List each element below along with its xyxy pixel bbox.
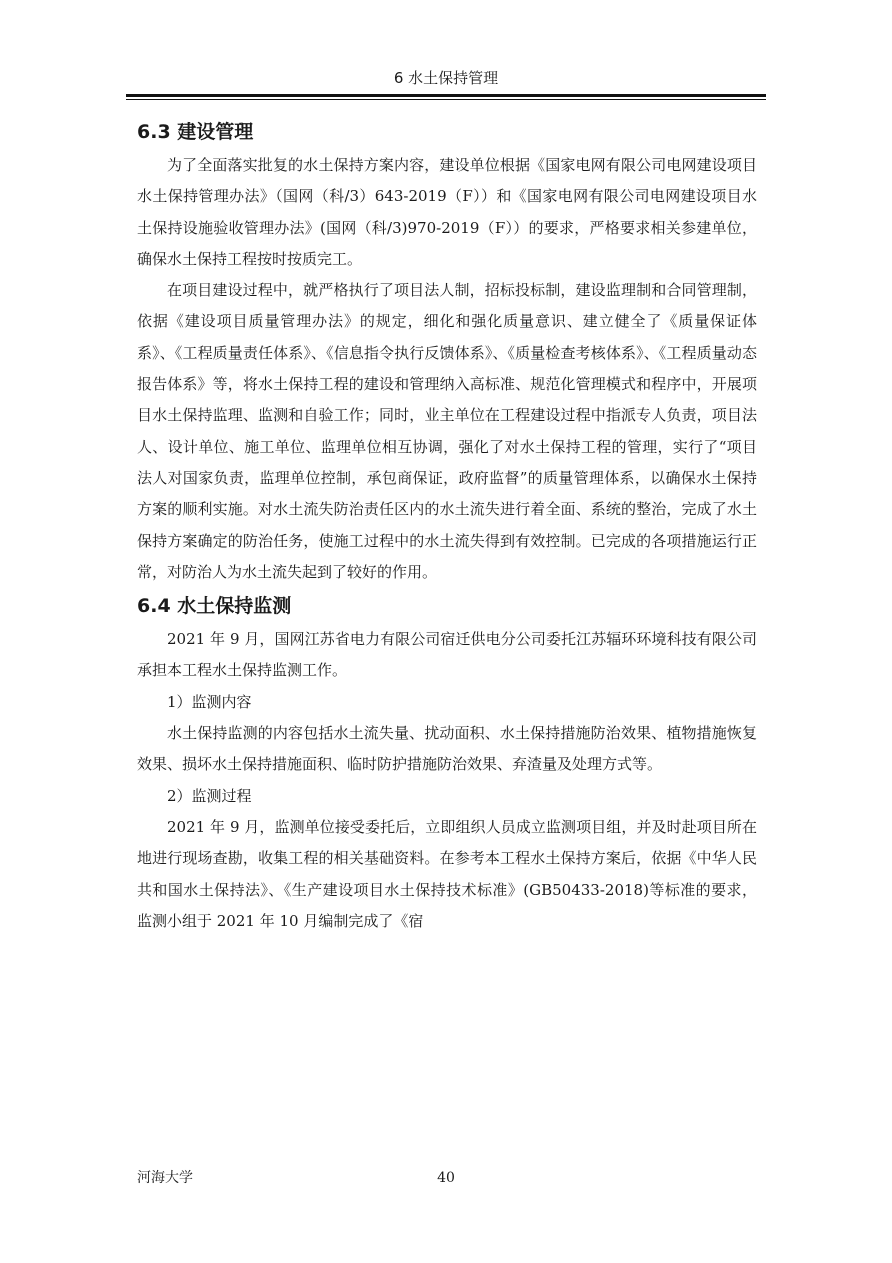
paragraph: 2021 年 9 月，监测单位接受委托后，立即组织人员成立监测项目组，并及时赴项目所在地进行现场查勘，收集工程的相关基础资料。在参考本工程水土保持方案后，依据《中华人民共和国水土保持法》、《生产建设项目水土保持技术标准》(GB50433-2018)等标准的要求，监测小组于 2021 年 10 月编制完成了《宿 [137, 817, 757, 930]
page-number: 40 [437, 1170, 455, 1186]
body-content [137, 114, 757, 937]
footer-institution: 河海大学 [137, 1170, 193, 1186]
list-item-heading: 2）监测过程 [167, 786, 252, 805]
paragraph: 2021 年 9 月，国网江苏省电力有限公司宿迁供电分公司委托江苏辐环环境科技有限公司承担本工程水土保持监测工作。 [137, 630, 757, 680]
list-item-heading: 1）监测内容 [167, 692, 252, 711]
paragraph: 水土保持监测的内容包括水土流失量、扰动面积、水土保持措施防治效果、植物措施恢复效果、损坏水土保持措施面积、临时防护措施防治效果、弃渣量及处理方式等。 [137, 724, 757, 774]
section-heading-6-3: 6.3 建设管理 [137, 121, 254, 143]
running-header: 6 水土保持管理 [393, 69, 499, 87]
header-rule-thick [126, 94, 766, 97]
paragraph: 在项目建设过程中，就严格执行了项目法人制，招标投标制，建设监理制和合同管理制，依据《建设项目质量管理办法》的规定，细化和强化质量意识、建立健全了《质量保证体系》、《工程质量责任体系》、《信息指令执行反馈体系》、《质量检查考核体系》、《工程质量动态报告体系》等，将水土保持工程的建设和管理纳入高标准、规范化管理模式和程序中，开展项目水土保持监理、监测和自验工作；同时，业主单位在工程建设过程中指派专人负责，项目法人、设计单位、施工单位、监理单位相互协调，强化了对水土保持工程的管理，实行了“项目法人对国家负责，监理单位控制，承包商保证，政府监督”的质量管理体系，以确保水土保持方案的顺利实施。对水土流失防治责任区内的水土流失进行着全面、系统的整治，完成了水土保持方案确定的防治任务，使施工过程中的水土流失得到有效控制。已完成的各项措施运行正常，对防治人为水土流失起到了较好的作用。 [137, 281, 757, 581]
section-heading-6-4: 6.4 水土保持监测 [137, 595, 292, 618]
paragraph: 为了全面落实批复的水土保持方案内容，建设单位根据《国家电网有限公司电网建设项目水土保持管理办法》（国网（科/3）643-2019（F））和《国家电网有限公司电网建设项目水土保持设施验收管理办法》(国网（科/3)970-2019（F））的要求，严格要求相关参建单位，确保水土保持工程按时按质完工。 [137, 156, 757, 268]
header-rule-thin [126, 99, 766, 100]
